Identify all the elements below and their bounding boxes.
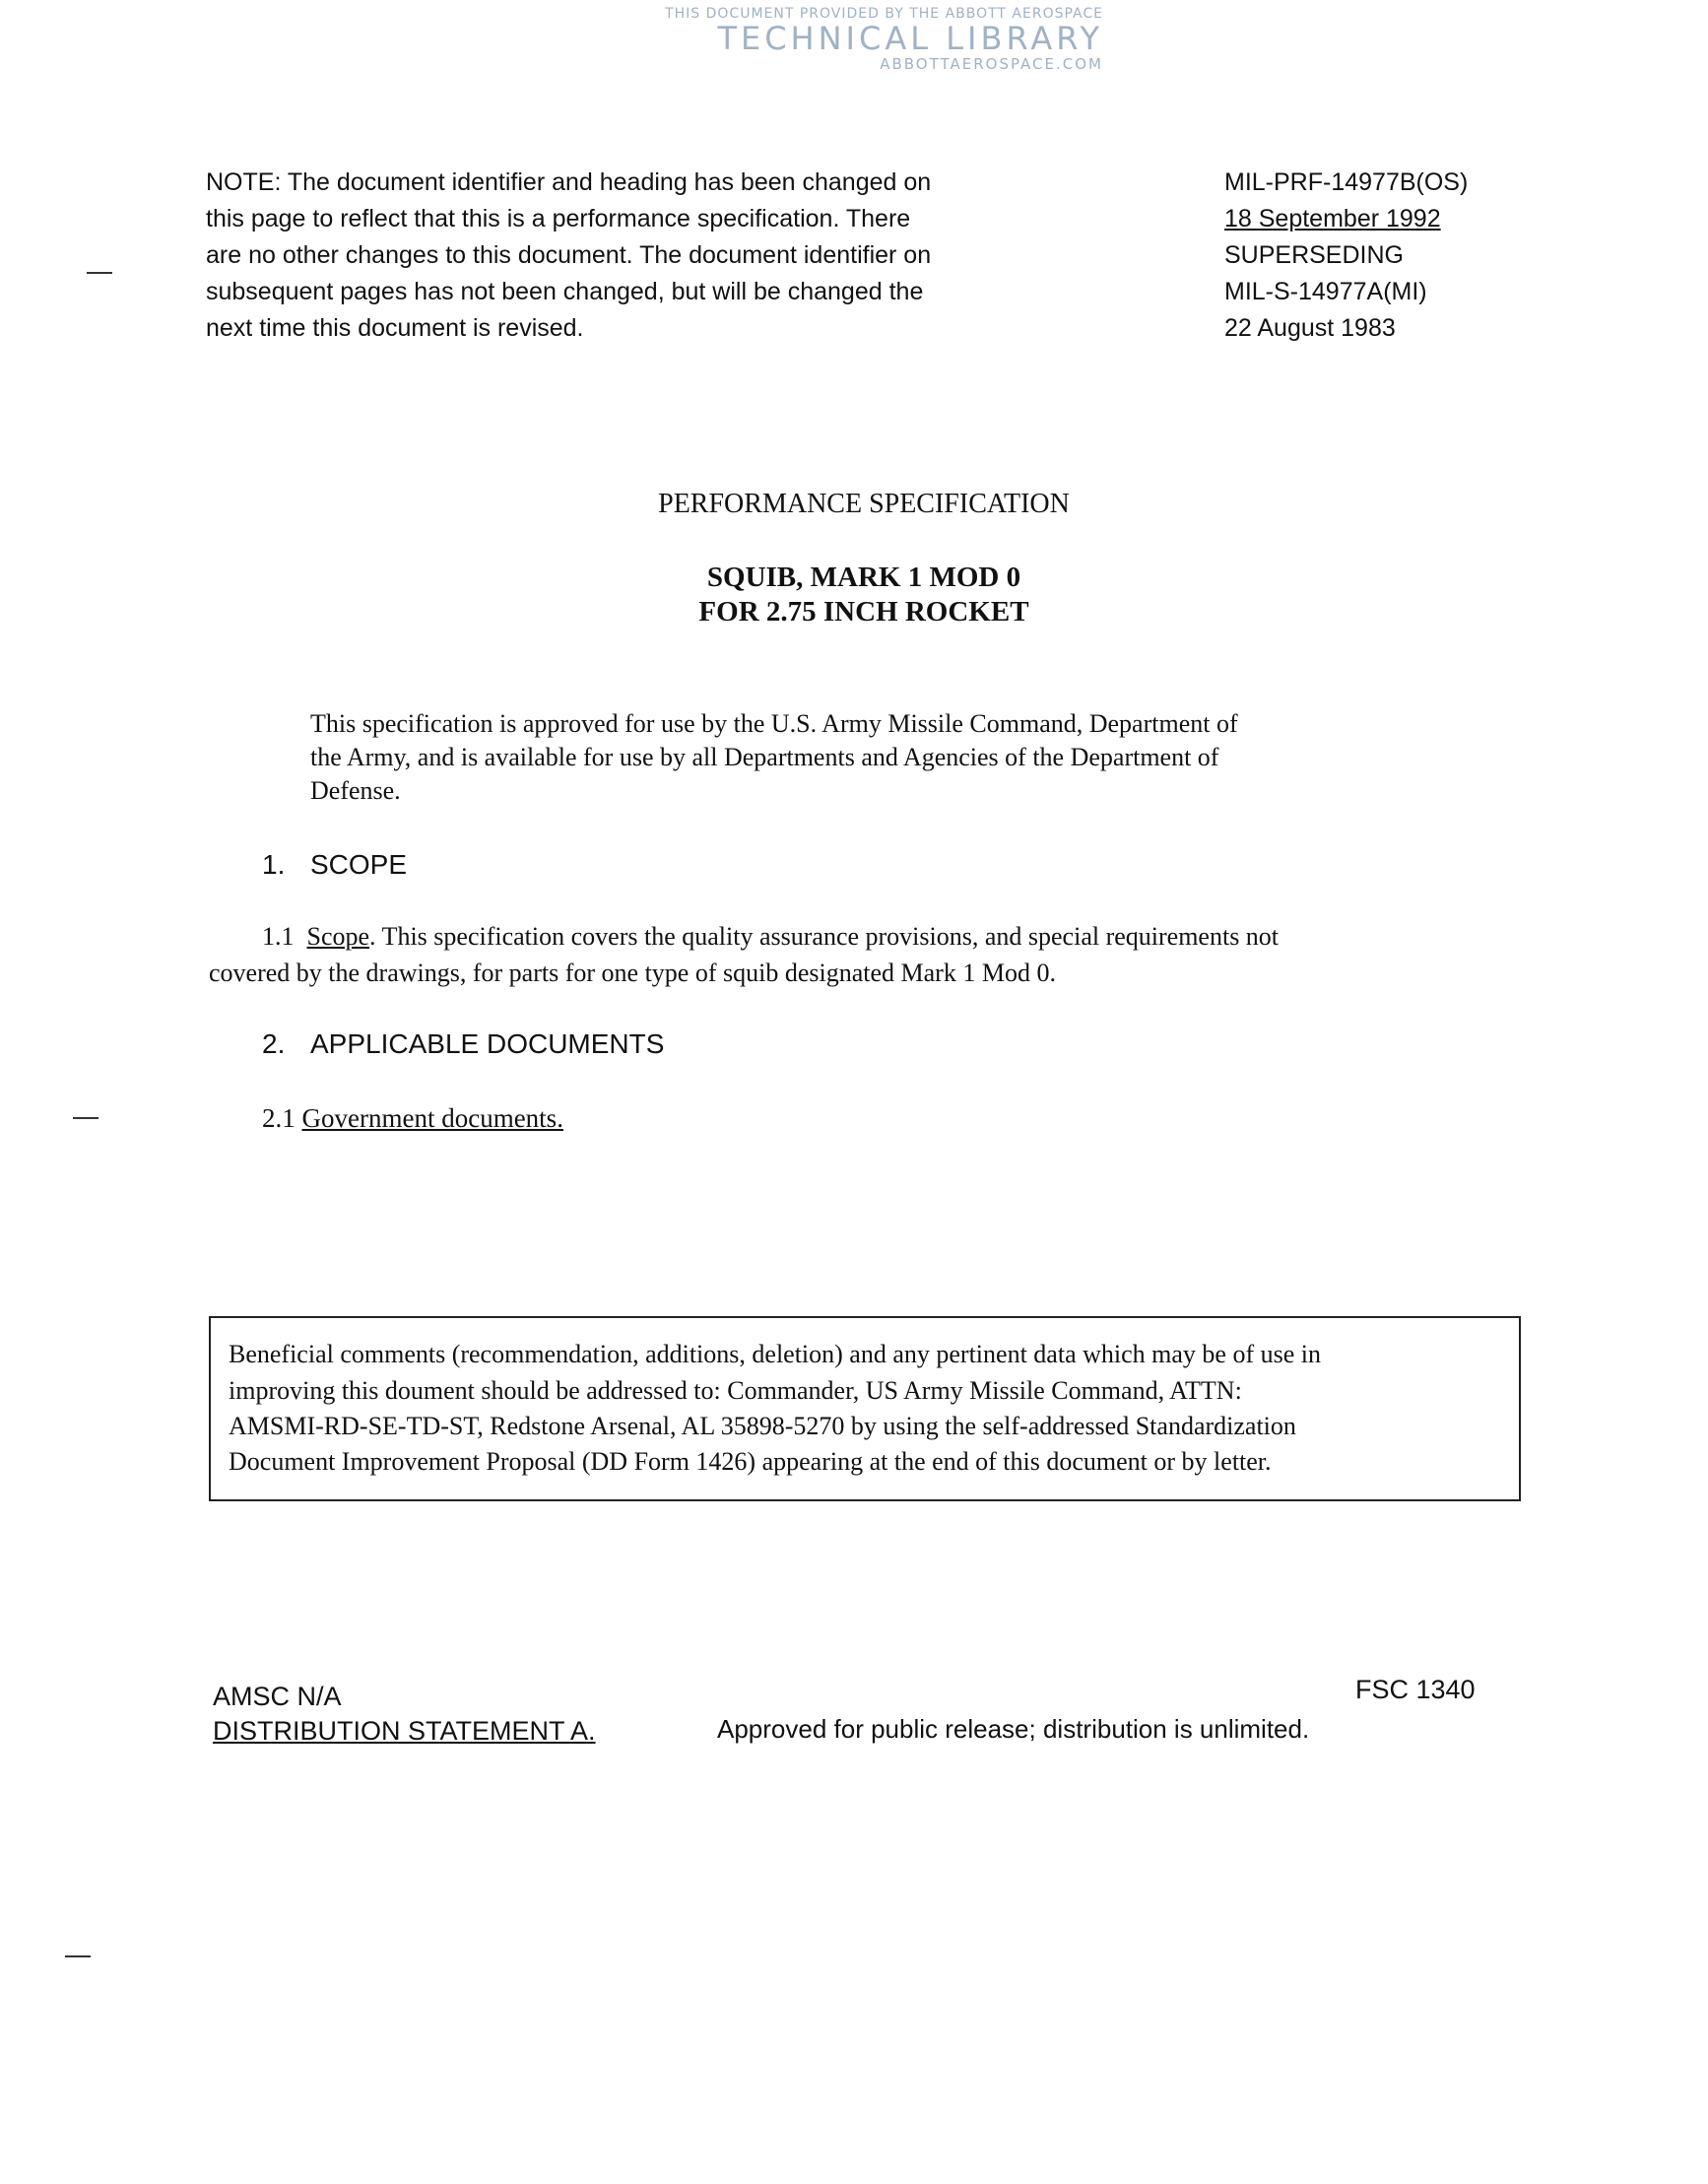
comments-line: AMSMI-RD-SE-TD-ST, Redstone Arsenal, AL 35898-5270 by using the self-addressed Standardization (229, 1412, 1296, 1440)
comments-line: Beneficial comments (recommendation, additions, deletion) and any pertinent data which may be of use in (229, 1340, 1321, 1368)
distribution-label: DISTRIBUTION STATEMENT A. (213, 1716, 596, 1746)
section-2-heading (262, 1028, 665, 1060)
amsc: AMSC N/A (213, 1682, 342, 1711)
spec-type: PERFORMANCE SPECIFICATION (658, 489, 1070, 519)
watermark-line1: THIS DOCUMENT PROVIDED BY THE ABBOTT AEROSPACE (665, 6, 1103, 22)
note-line: are no other changes to this document. The document identifier on (206, 241, 932, 269)
section-title: Government documents. (301, 1103, 563, 1133)
section-number: 1.1 (262, 922, 295, 951)
section-text: covered by the drawings, for parts for one type of squib designated Mark 1 Mod 0. (209, 959, 1056, 987)
note-paragraph (206, 165, 931, 347)
doc-date-text: 18 September 1992 (1224, 205, 1441, 232)
old-doc-date: 22 August 1983 (1224, 314, 1396, 342)
section-text: . This specification covers the quality assurance provisions, and special requirements not (369, 922, 1280, 951)
section-number: 2.1 (262, 1103, 296, 1133)
fsc: FSC 1340 (1355, 1675, 1476, 1704)
old-doc-number: MIL-S-14977A(MI) (1224, 278, 1427, 305)
section-number: 1. (262, 849, 286, 880)
note-line: NOTE: The document identifier and heading has been changed on (206, 168, 932, 196)
distribution-statement (213, 1716, 596, 1747)
note-line: this page to reflect that this is a performance specification. There (206, 205, 911, 232)
section-title: APPLICABLE DOCUMENTS (310, 1028, 665, 1059)
approval-line: Defense. (310, 776, 401, 805)
watermark-line2: TECHNICAL LIBRARY (717, 20, 1103, 57)
release-statement: Approved for public release; distribution is unlimited. (717, 1714, 1310, 1744)
section-number: 2. (262, 1028, 286, 1059)
section-title: Scope (306, 922, 370, 951)
spec-title-line1: SQUIB, MARK 1 MOD 0 (706, 562, 1021, 593)
scan-mark (73, 1117, 99, 1119)
comments-line: improving this doument should be addressed to: Commander, US Army Missile Command, ATTN: (229, 1376, 1242, 1405)
section-title: SCOPE (310, 849, 408, 880)
note-line: subsequent pages has not been changed, but will be changed the (206, 278, 924, 305)
doc-date (1224, 201, 1468, 237)
note-line: next time this document is revised. (206, 314, 584, 342)
doc-number: MIL-PRF-14977B(OS) (1224, 168, 1469, 196)
section-2-1-heading (262, 1103, 563, 1134)
approval-line: the Army, and is available for use by all Departments and Agencies of the Department of (310, 743, 1219, 771)
spec-title-line2: FOR 2.75 INCH ROCKET (698, 596, 1029, 628)
comments-line: Document Improvement Proposal (DD Form 1426) appearing at the end of this document or by letter. (229, 1447, 1272, 1476)
scan-mark (87, 272, 112, 274)
section-1-heading (262, 849, 408, 881)
comments-box (209, 1316, 1521, 1501)
approval-line: This specification is approved for use by the U.S. Army Missile Command, Department of (310, 709, 1238, 738)
approval-paragraph (310, 707, 1238, 808)
section-1-1 (209, 918, 1279, 991)
watermark-line3: ABBOTTAEROSPACE.COM (880, 55, 1103, 73)
scan-mark (65, 1955, 91, 1957)
document-identifier (1224, 165, 1468, 347)
watermark (591, 6, 1103, 73)
superseding-label: SUPERSEDING (1224, 241, 1404, 269)
